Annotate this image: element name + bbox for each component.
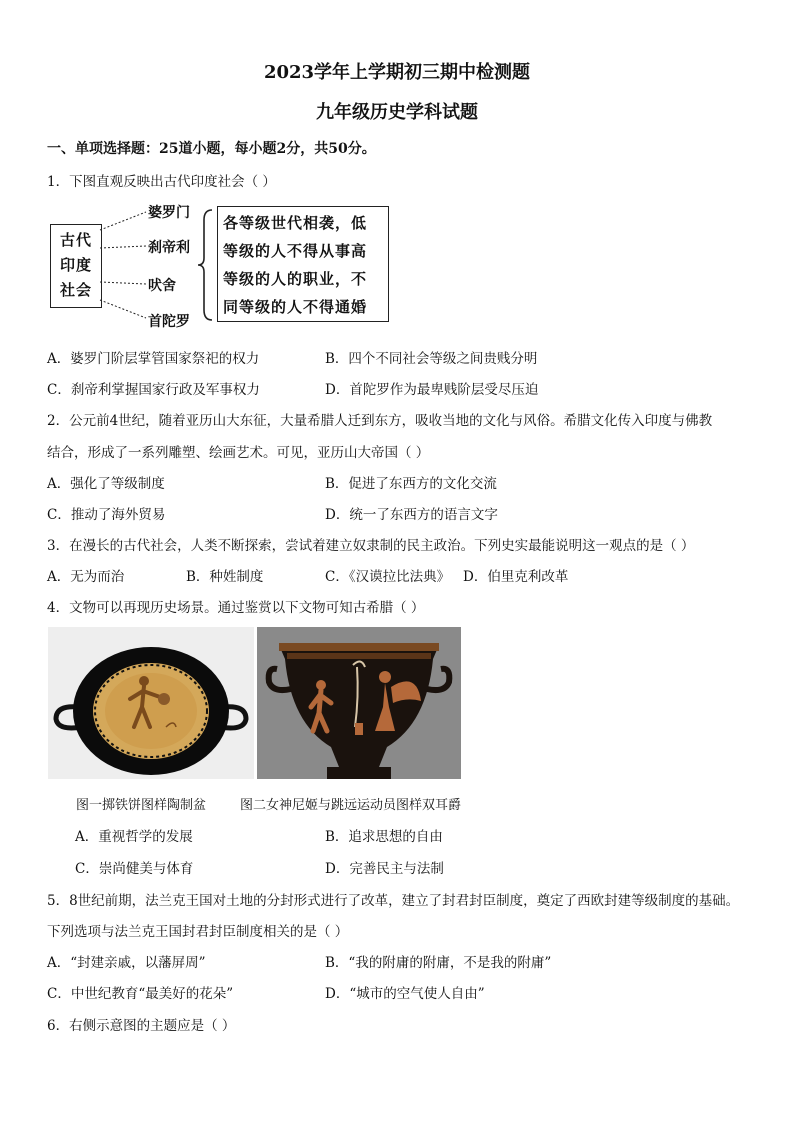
nike-krater-photo [257, 627, 461, 779]
q2-option-c[interactable]: C．推动了海外贸易 [47, 507, 166, 523]
q1-option-b[interactable]: B．四个不同社会等级之间贵贱分明 [325, 351, 538, 367]
q3-option-d[interactable]: D．伯里克利改革 [463, 569, 569, 585]
krater-icon [257, 627, 461, 779]
q1-option-c[interactable]: C．刹帝利掌握国家行政及军事权力 [47, 382, 260, 398]
exam-title: 2023学年上学期初三期中检测题 [263, 62, 531, 83]
discus-thrower-kylix-photo [48, 627, 254, 779]
q1-stem: 1．下图直观反映出古代印度社会（ ） [47, 174, 276, 190]
q3-stem: 3．在漫长的古代社会，人类不断探索，尝试着建立奴隶制的民主政治。下列史实最能说明这一观点的是（ ） [47, 538, 695, 554]
rule-line-2: 等级的人不得从事高 [223, 242, 368, 260]
q5-stem-line1: 5．8世纪前期，法兰克王国对土地的分封形式进行了改革，建立了封君封臣制度，奠定了西欧封建等级制度的基础。 [47, 893, 740, 909]
caste-kshatriya: 刹帝利 [148, 240, 190, 256]
left-label-3: 社会 [59, 281, 92, 299]
q4-option-c[interactable]: C．崇尚健美与体育 [75, 861, 194, 877]
q3-option-b[interactable]: B．种姓制度 [186, 569, 264, 585]
q3-option-c[interactable]: C．《汉谟拉比法典》 [325, 569, 451, 585]
q2-option-b[interactable]: B．促进了东西方的文化交流 [325, 476, 497, 492]
q5-option-c[interactable]: C．中世纪教育“最美好的花朵” [47, 986, 234, 1002]
ancient-india-box [50, 224, 102, 308]
q2-stem-line1: 2．公元前4世纪，随着亚历山大东征，大量希腊人迁到东方，吸收当地的文化与风俗。希腊文化传入印度与佛教 [47, 413, 713, 429]
rule-line-1: 各等级世代相袭，低 [223, 214, 368, 232]
q4-stem: 4．文物可以再现历史场景。通过鉴赏以下文物可知古希腊（ ） [47, 600, 425, 616]
kylix-icon [48, 627, 254, 779]
q5-option-a[interactable]: A．“封建亲戚，以藩屏周” [47, 955, 206, 971]
section-heading: 一、单项选择题：25道小题，每小题2分，共50分。 [47, 141, 376, 157]
q5-stem-line2: 下列选项与法兰克王国封君封臣制度相关的是（ ） [47, 924, 349, 940]
exam-subtitle: 九年级历史学科试题 [316, 102, 478, 123]
q5-option-b[interactable]: B．“我的附庸的附庸，不是我的附庸” [325, 955, 552, 971]
q4-option-b[interactable]: B．追求思想的自由 [325, 829, 443, 845]
figure2-caption: 图二女神尼姬与跳远运动员图样双耳爵 [240, 798, 462, 813]
q3-option-a[interactable]: A．无为而治 [47, 569, 125, 585]
rule-line-4: 同等级的人不得通婚 [223, 298, 368, 316]
q1-option-d[interactable]: D．首陀罗作为最卑贱阶层受尽压迫 [325, 382, 539, 398]
figure1-caption: 图一掷铁饼图样陶制盆 [76, 798, 207, 813]
left-label-1: 古代 [59, 231, 92, 249]
caste-brahmin: 婆罗门 [148, 205, 190, 221]
q6-stem: 6．右侧示意图的主题应是（ ） [47, 1018, 236, 1034]
q4-option-d[interactable]: D．完善民主与法制 [325, 861, 444, 877]
q2-stem-line2: 结合，形成了一系列雕塑、绘画艺术。可见，亚历山大帝国（ ） [47, 445, 430, 461]
q4-option-a[interactable]: A．重视哲学的发展 [75, 829, 193, 845]
q2-option-d[interactable]: D．统一了东西方的语言文字 [325, 507, 498, 523]
caste-vaishya: 吠舍 [148, 278, 176, 294]
q2-option-a[interactable]: A．强化了等级制度 [47, 476, 165, 492]
rule-line-3: 等级的人的职业，不 [223, 270, 368, 288]
q1-option-a[interactable]: A．婆罗门阶层掌管国家祭祀的权力 [47, 351, 260, 367]
caste-shudra: 首陀罗 [148, 314, 190, 330]
left-label-2: 印度 [59, 256, 92, 274]
q5-option-d[interactable]: D．“城市的空气使人自由” [325, 986, 485, 1002]
caste-rules-box [217, 206, 389, 322]
